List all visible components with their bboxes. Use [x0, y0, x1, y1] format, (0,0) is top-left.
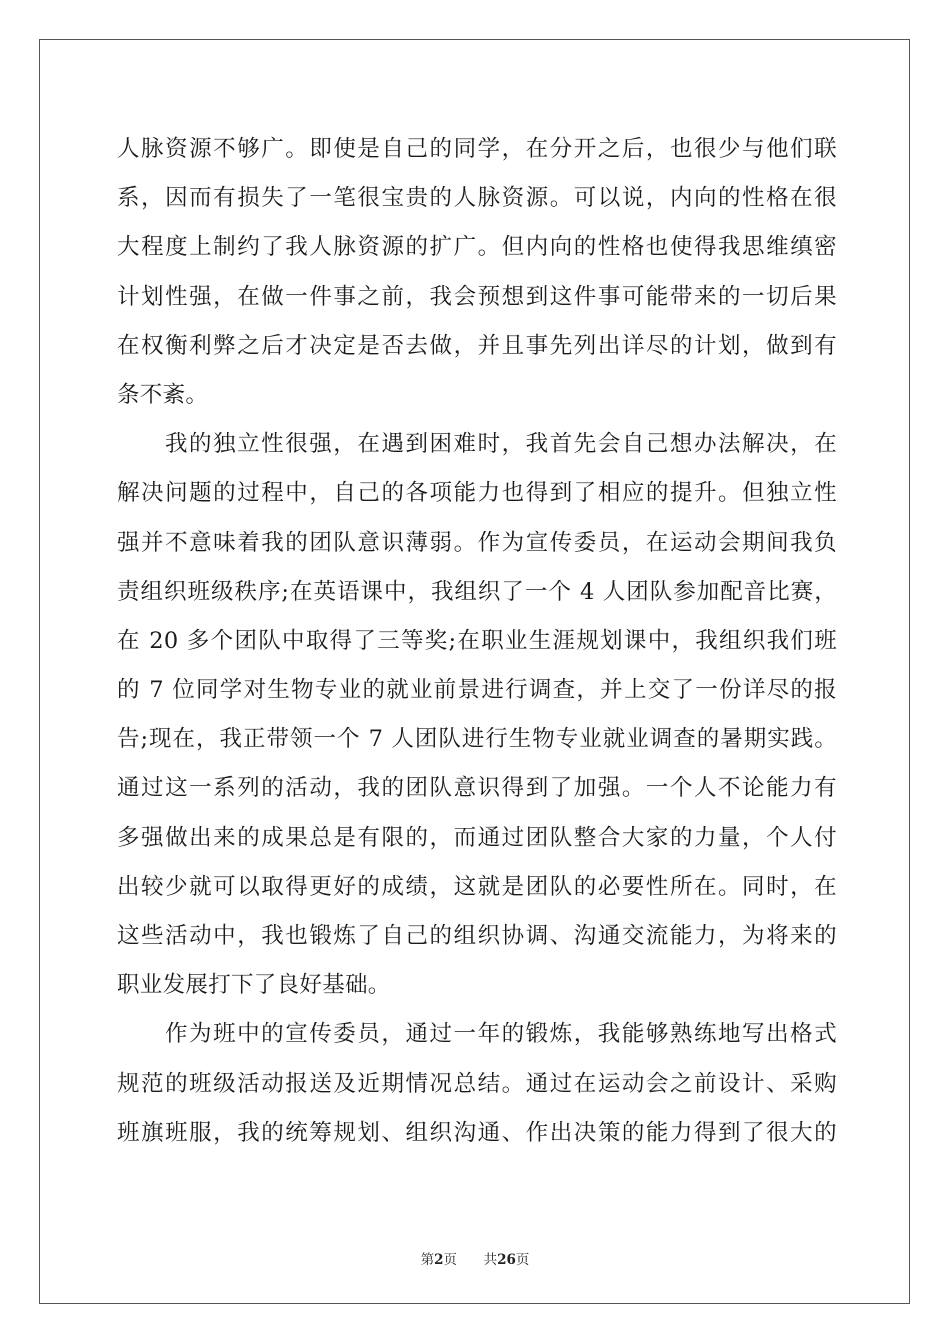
text-line: 在权衡利弊之后才决定是否去做，并且事先列出详尽的计划，做到有: [117, 332, 837, 359]
page-current: 2: [434, 1252, 444, 1268]
text-line: 告;现在，我正带领一个 7 人团队进行生物专业就业调查的暑期实践。: [117, 726, 837, 753]
text-line: 出较少就可以取得更好的成绩，这就是团队的必要性所在。同时，在: [117, 873, 837, 900]
text-line: 职业发展打下了良好基础。: [117, 972, 391, 999]
text-line: 计划性强，在做一件事之前，我会预想到这件事可能带来的一切后果: [117, 283, 837, 310]
text-line: 解决问题的过程中，自己的各项能力也得到了相应的提升。但独立性: [117, 480, 837, 507]
page-footer: [0, 1248, 950, 1268]
page-total: 26: [497, 1252, 516, 1268]
paragraph-first-line: 我的独立性很强，在遇到困难时，我首先会自己想办法解决，在: [165, 431, 837, 458]
text-line: 规范的班级活动报送及近期情况总结。通过在运动会之前设计、采购: [117, 1070, 837, 1097]
paragraph-first-line: 作为班中的宣传委员，通过一年的锻炼，我能够熟练地写出格式: [165, 1021, 837, 1048]
text-line: 的 7 位同学对生物专业的就业前景进行调查，并上交了一份详尽的报: [117, 677, 837, 704]
text-line: 人脉资源不够广。即使是自己的同学，在分开之后，也很少与他们联: [117, 136, 837, 162]
text-line: 多强做出来的成果总是有限的，而通过团队整合大家的力量，个人付: [117, 824, 837, 851]
text-line: 条不紊。: [117, 381, 209, 408]
text-line: 系，因而有损失了一笔很宝贵的人脉资源。可以说，内向的性格在很: [117, 185, 837, 212]
page-total-label: 共26页: [483, 1252, 530, 1268]
text-line: 责组织班级秩序;在英语课中，我组织了一个 4 人团队参加配音比赛，: [117, 578, 837, 605]
text-line: 通过这一系列的活动，我的团队意识得到了加强。一个人不论能力有: [117, 775, 837, 802]
text-line: 在 20 多个团队中取得了三等奖;在职业生涯规划课中，我组织我们班: [117, 627, 837, 654]
text-line: 班旗班服，我的统筹规划、组织沟通、作出决策的能力得到了很大的: [117, 1119, 837, 1146]
text-line: 强并不意味着我的团队意识薄弱。作为宣传委员，在运动会期间我负: [117, 529, 837, 556]
text-line: 大程度上制约了我人脉资源的扩广。但内向的性格也使得我思维缜密: [117, 234, 837, 261]
page-number-label: 第2页: [420, 1252, 457, 1268]
text-line: 这些活动中，我也锻炼了自己的组织协调、沟通交流能力，为将来的: [117, 923, 837, 949]
document-body: [117, 125, 837, 1158]
